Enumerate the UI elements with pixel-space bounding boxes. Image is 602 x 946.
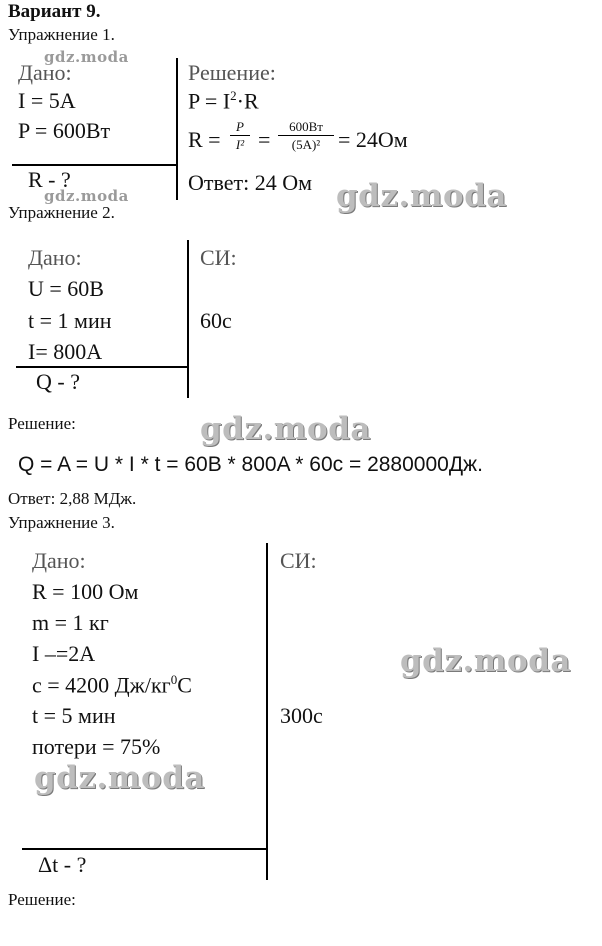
ex2-si-label: СИ: <box>200 245 237 270</box>
ex1-formula-resistance-right: = 24Ом <box>338 127 408 152</box>
ex2-solution-formula: Q = A = U * I * t = 60В * 800A * 60с = 2880000Дж. <box>18 453 483 476</box>
ex1-answer: Ответ: 24 Ом <box>188 170 313 195</box>
ex2-si-value: 60с <box>200 308 232 333</box>
ex2-given-label: Дано: <box>28 245 82 270</box>
ex1-given-power: P = 600Вт <box>18 118 111 143</box>
ex3-given-mass: m = 1 кг <box>32 610 109 635</box>
ex2-answer: Ответ: 2,88 МДж. <box>8 489 137 508</box>
ex3-given-divider <box>22 848 267 850</box>
ex1-formula-resistance-left: R = <box>188 127 221 152</box>
ex3-vertical-divider <box>266 543 268 880</box>
ex1-fraction-2 <box>278 119 334 152</box>
ex1-fraction-2-num: 600Вт <box>289 119 323 134</box>
ex3-given-c-left: c = 4200 Дж/кг <box>32 672 171 698</box>
exercise-1-heading: Упражнение 1. <box>8 25 115 44</box>
ex2-solution-label: Решение: <box>8 414 76 433</box>
ex2-given-divider <box>16 366 188 368</box>
ex1-fraction-1 <box>230 119 250 152</box>
ex3-si-value: 300с <box>280 703 323 728</box>
exercise-3-heading: Упражнение 3. <box>8 513 115 532</box>
ex1-given-divider <box>12 164 177 166</box>
ex1-fraction-1-num: P <box>236 119 244 134</box>
ex1-formula-power-right: ·R <box>236 88 259 114</box>
ex3-given-heat-capacity <box>32 672 192 698</box>
ex1-fraction-1-den: I² <box>235 137 245 152</box>
ex1-formula-power <box>188 88 259 114</box>
ex2-given-time: t = 1 мин <box>28 308 112 333</box>
ex3-solution-label: Решение: <box>8 890 76 909</box>
ex1-solution-label: Решение: <box>188 60 276 85</box>
ex1-fraction-2-den: (5A)² <box>291 137 321 152</box>
ex1-formula-power-left: P = I <box>188 88 231 114</box>
ex3-given-c-sup: 0 <box>170 672 178 687</box>
ex1-find: R - ? <box>28 167 71 192</box>
ex3-given-label: Дано: <box>32 548 86 573</box>
watermark: gdz.moda <box>200 411 371 447</box>
ex2-given-voltage: U = 60В <box>28 276 104 301</box>
page-title: Вариант 9. <box>8 1 101 22</box>
ex1-equals: = <box>258 127 271 152</box>
ex3-given-current: I –=2A <box>32 641 96 666</box>
ex1-formula-power-sup: 2 <box>230 88 237 103</box>
ex3-si-label: СИ: <box>280 548 317 573</box>
ex3-given-losses: потери = 75% <box>32 734 161 759</box>
ex2-find: Q - ? <box>36 369 80 394</box>
ex1-given-label: Дано: <box>18 60 72 85</box>
watermark: gdz.moda <box>336 178 507 214</box>
ex3-given-resistance: R = 100 Ом <box>32 579 139 604</box>
watermark: gdz.moda <box>44 187 129 205</box>
watermark: gdz.moda <box>400 643 571 679</box>
watermark: gdz.moda <box>34 760 205 796</box>
ex2-given-current: I= 800A <box>28 339 103 364</box>
ex3-given-c-right: C <box>177 672 192 698</box>
ex3-find: Δt - ? <box>38 852 87 877</box>
exercise-2-heading: Упражнение 2. <box>8 203 115 222</box>
ex1-vertical-divider <box>176 58 178 200</box>
ex2-vertical-divider <box>187 240 189 398</box>
ex1-given-current: I = 5A <box>18 88 76 113</box>
watermark: gdz.moda <box>44 48 129 66</box>
ex1-fraction-2-bar <box>278 135 334 136</box>
ex3-given-time: t = 5 мин <box>32 703 116 728</box>
ex1-fraction-1-bar <box>230 135 250 136</box>
